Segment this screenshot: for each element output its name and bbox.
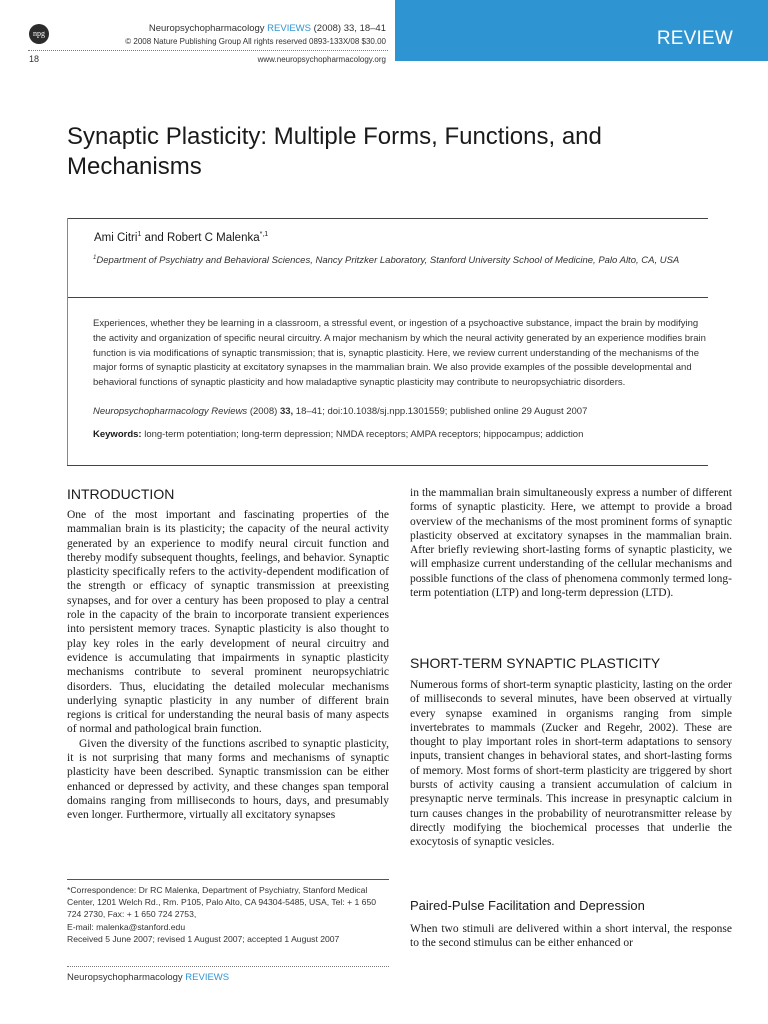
- footer-journal-name: Neuropsychopharmacology: [67, 972, 183, 983]
- paragraph: When two stimuli are delivered within a short interval, the response to the second stimulus can be either enhanced or: [410, 923, 732, 950]
- keywords-label: Keywords:: [93, 429, 142, 440]
- paragraph: in the mammalian brain simultaneously express a number of different forms of synaptic plasticity. Here, we attempt to provide a broad overview of the mechanisms of the most prominent forms of synaptic plasticity observed at excitatory synapses in the mammalian brain. After briefly reviewing short-lasting forms of synaptic plasticity, we will emphasize current understanding of the cellular mechanisms and possible functions of the class of phenomena commonly termed long-term potentiation (LTP) and long-term depression (LTD).: [410, 487, 732, 600]
- author-joiner: and: [141, 231, 167, 244]
- correspondence-address: *Correspondence: Dr RC Malenka, Department of Psychiatry, Stanford Medical Center, 1201 Welch Rd., Rm. P105, Palo Alto, CA 94304-5485, USA, Tel: + 1 650 724 2730, Fax: + 1 650 724 2753,: [67, 885, 377, 920]
- introduction-continued-text: [410, 486, 732, 600]
- citation-journal: Neuropsychopharmacology Reviews: [93, 406, 248, 417]
- abstract-divider-top: [67, 297, 708, 298]
- footer-journal-series: REVIEWS: [185, 972, 230, 983]
- affiliation: [93, 250, 698, 269]
- journal-name: Neuropsychopharmacology: [148, 23, 265, 34]
- abstract-block-border: [67, 297, 68, 465]
- page-number: 18: [29, 54, 40, 64]
- paragraph: Given the diversity of the functions ascribed to synaptic plasticity, it is not surprising that many forms and mechanisms of synaptic plasticity have been described. Synaptic transmission can be either enhanced or depressed by activity, and these changes span temporal domains ranging from milliseconds to hours, days, and presumably even longer. Furthermore, virtually all excitatory synapses: [67, 737, 389, 822]
- keywords-list: long-term potentiation; long-term depression; NMDA receptors; AMPA receptors; hippocampus; addiction: [144, 429, 584, 440]
- section-heading-introduction: INTRODUCTION: [67, 486, 175, 502]
- article-title: Synaptic Plasticity: Multiple Forms, Functions, and Mechanisms: [67, 123, 602, 180]
- journal-series: REVIEWS: [267, 23, 311, 34]
- author-affiliation-marker: *,1: [259, 231, 269, 238]
- citation-volume: 33,: [279, 406, 294, 417]
- section-label: REVIEW: [656, 28, 733, 49]
- introduction-text: [67, 508, 389, 823]
- correspondence-email[interactable]: E-mail: malenka@stanford.edu: [67, 921, 186, 932]
- author-affiliation-marker: 1: [137, 231, 142, 238]
- footnote-divider: [67, 879, 389, 880]
- paired-pulse-text: [410, 922, 732, 951]
- author-block-border: [67, 218, 68, 297]
- author-list: [94, 231, 268, 244]
- paragraph: Numerous forms of short-term synaptic plasticity, lasting on the order of milliseconds to several minutes, have been observed at virtually every synapse examined in organisms ranging from simple invertebrates to mammals (Zucker and Regehr, 2002). These are thought to play important roles in short-term adaptations to sensory inputs, transient changes in behavioral states, and short-lasting forms of memory. Most forms of short-term plasticity are triggered by short bursts of activity causing a transient accumulation of calcium in presynaptic nerve terminals. This increase in presynaptic calcium in turn causes changes in the probability of neurotransmitter release by directly modifying the biochemical processes that underlie the exocytosis of synaptic vesicles.: [410, 679, 732, 849]
- abstract: Experiences, whether they be learning in a classroom, a stressful event, or ingestion of a psychoactive substance, impact the brain by modifying the activity and organization of specific neural circuitry. A major mechanism by which the neural activity generated by an experience modifies brain function is via modifications of synaptic transmission; that is, synaptic plasticity. Here, we review current understanding of the mechanisms of the major forms of synaptic plasticity at excitatory synapses in the mammalian brain. We also provide examples of the possible developmental and behavioral functions of synaptic plasticity and how maladaptive synaptic plasticity may contribute to neuropsychiatric disorders.: [93, 318, 706, 389]
- author-name: Ami Citri: [94, 231, 138, 244]
- npg-logo: npg: [29, 24, 49, 44]
- footer-divider: [67, 966, 389, 967]
- author-name: Robert C Malenka: [166, 231, 260, 244]
- abstract-divider-bottom: [67, 465, 708, 466]
- journal-issue: (2008) 33, 18–41: [313, 23, 386, 34]
- copyright-line: © 2008 Nature Publishing Group All rights reserved 0893-133X/08 $30.00: [125, 37, 386, 46]
- review-banner: [395, 0, 768, 61]
- affiliation-text: Department of Psychiatry and Behavioral Sciences, Nancy Pritzker Laboratory, Stanford University School of Medicine, Palo Alto, CA, USA: [96, 255, 680, 267]
- citation: [93, 405, 709, 420]
- paragraph: One of the most important and fascinating properties of the mammalian brain is its plasticity; the capacity of the neural activity generated by an experience to modify neural circuit function and thereby modify subsequent thoughts, feelings, and behavior. Synaptic plasticity specifically refers to the activity-dependent modification of the strength or efficacy of synaptic transmission at preexisting synapses, and for over a century has been proposed to play a central role in the capacity of the brain to incorporate transient experiences into persistent memory traces. Synaptic plasticity is also thought to play key roles in the early development of neural circuitry and evidence is accumulating that impairments in synaptic plasticity mechanisms contribute to several prominent neuropsychiatric disorders. Thus, elucidating the detailed molecular mechanisms underlying synaptic plasticity in any number of different brain regions is critical for understanding the neural basis of many aspects of normal and pathological brain function.: [67, 509, 389, 736]
- affiliation-marker: 1: [93, 255, 97, 261]
- citation-year: (2008): [247, 406, 280, 417]
- received-dates: Received 5 June 2007; revised 1 August 2007; accepted 1 August 2007: [67, 933, 340, 944]
- header-divider: [28, 50, 388, 51]
- section-heading-short-term-plasticity: SHORT-TERM SYNAPTIC PLASTICITY: [410, 655, 661, 671]
- citation-details: 18–41; doi:10.1038/sj.npp.1301559; published online 29 August 2007: [293, 406, 588, 417]
- journal-header-line: [96, 23, 386, 34]
- page-footer: [67, 972, 229, 983]
- subsection-heading-paired-pulse: Paired-Pulse Facilitation and Depression: [410, 898, 645, 913]
- correspondence-footnote: [67, 884, 389, 945]
- keywords: [93, 429, 709, 440]
- short-term-plasticity-text: [410, 678, 732, 850]
- title-divider: [67, 218, 708, 219]
- journal-website-link[interactable]: www.neuropsychopharmacology.org: [257, 55, 386, 64]
